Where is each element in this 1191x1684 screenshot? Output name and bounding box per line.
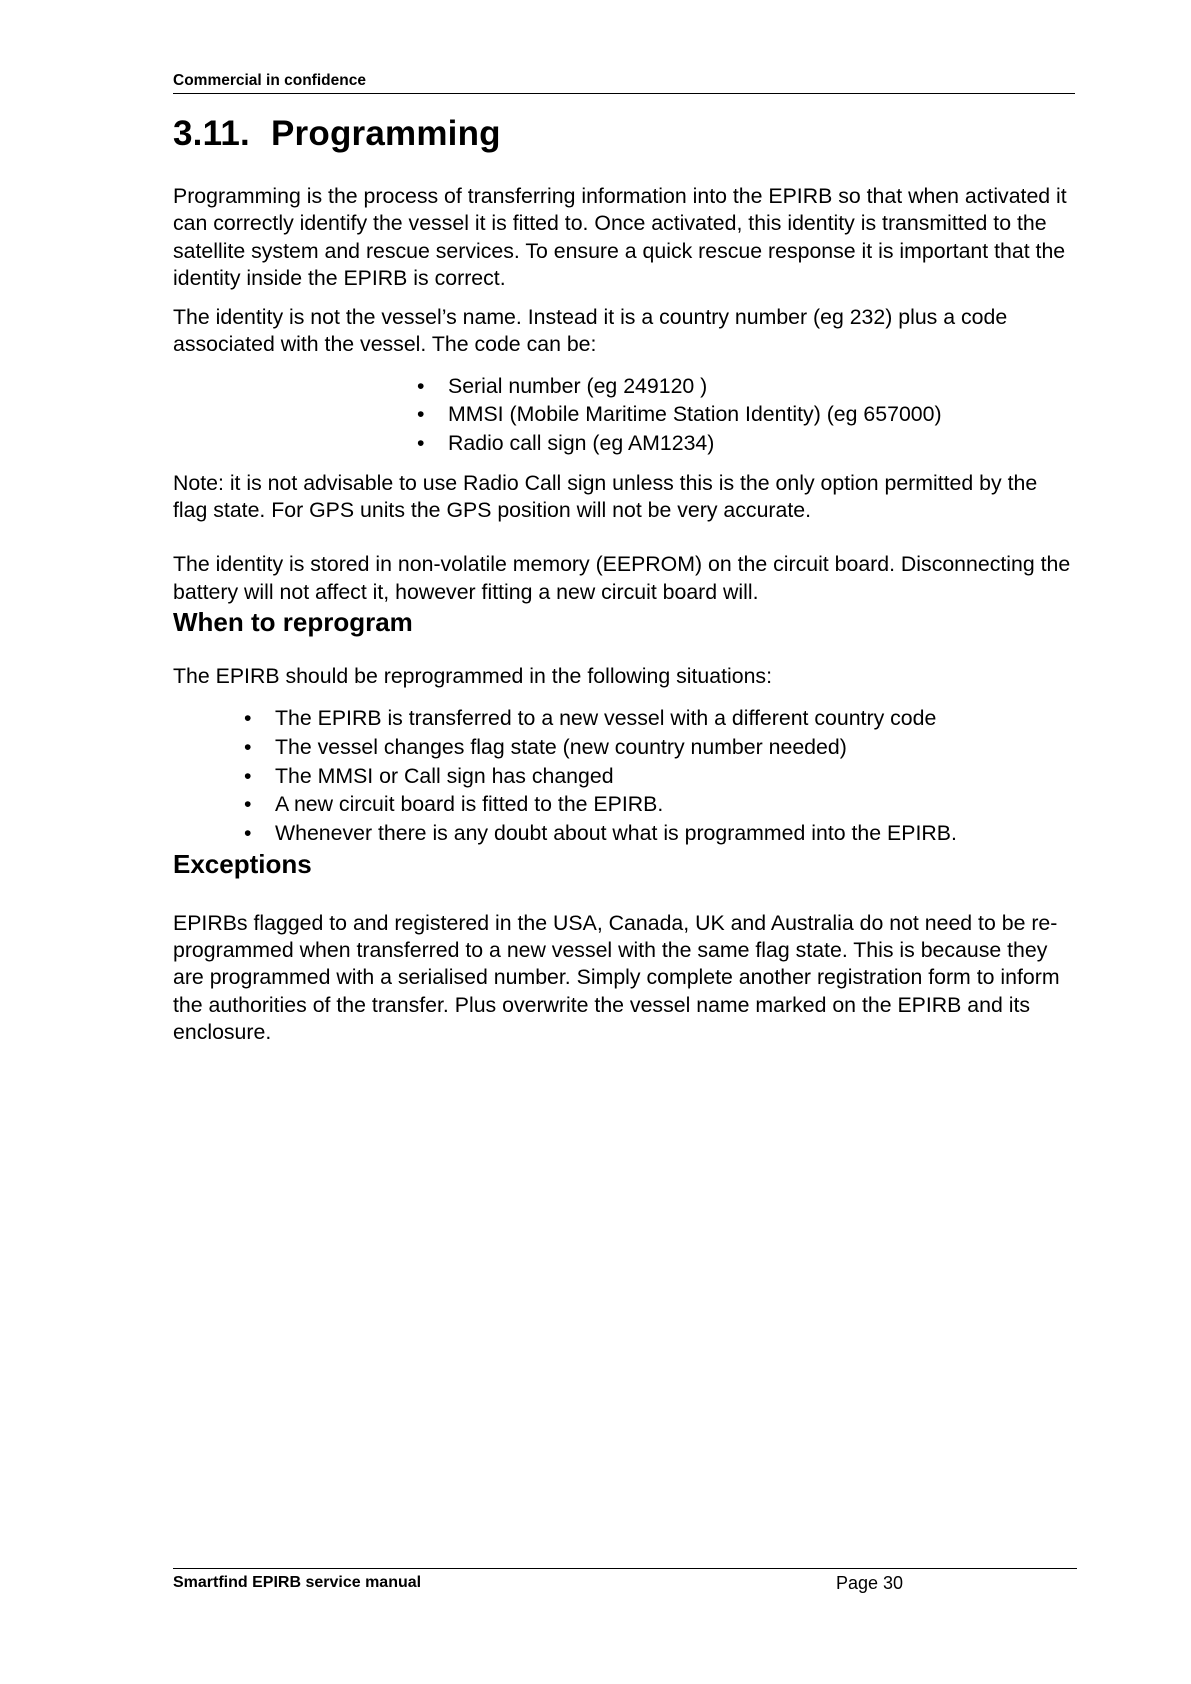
reprogram-heading: When to reprogram [173,607,413,638]
bullet-icon: • [244,792,252,817]
bullet-icon: • [417,373,425,398]
reprogram-situations-list [173,704,1073,848]
header-divider [173,93,1075,94]
exceptions-heading: Exceptions [173,848,312,879]
list-item-text: MMSI (Mobile Maritime Station Identity) (eg 657000) [448,402,942,427]
bullet-icon: • [417,402,425,427]
list-item [417,372,1073,401]
list-item-text: The MMSI or Call sign has changed [275,763,614,788]
bullet-icon: • [417,431,425,456]
footer-manual-title: Smartfind EPIRB service manual [173,1574,422,1591]
note-paragraph: Note: it is not advisable to use Radio Call sign unless this is the only option permitted by the flag state. For GPS units the GPS position will not be very accurate. [173,470,1038,523]
page-header-confidentiality: Commercial in confidence [173,72,366,89]
memory-paragraph: The identity is stored in non-volatile memory (EEPROM) on the circuit board. Disconnecting the battery will not affect it, however fitting a new circuit board will. [173,552,1071,604]
list-item [417,429,1073,458]
code-options-list [173,372,1073,458]
list-item [417,400,1073,429]
list-item-text: Radio call sign (eg AM1234) [448,431,715,456]
bullet-icon: • [244,821,252,846]
list-item-text: The vessel changes flag state (new country number needed) [275,735,847,760]
list-item [244,733,1073,762]
list-item [244,790,1073,819]
list-item-text: The EPIRB is transferred to a new vessel with a different country code [275,706,937,731]
section-title [173,108,1073,160]
list-item [244,819,1073,848]
list-item-text: Serial number (eg 249120 ) [448,373,708,398]
bullet-icon: • [244,706,252,731]
section-number: 3.11. [173,114,250,153]
list-item [244,704,1073,733]
bullet-icon: • [244,735,252,760]
page-content [173,108,1073,1046]
bullet-icon: • [244,763,252,788]
reprogram-intro-paragraph: The EPIRB should be reprogrammed in the following situations: [173,664,772,689]
list-item-text: A new circuit board is fitted to the EPIRB. [275,792,664,817]
identity-paragraph: The identity is not the vessel’s name. Instead it is a country number (eg 232) plus a code associated with the vessel. The code can be: [173,305,1008,357]
exceptions-paragraph: EPIRBs flagged to and registered in the USA, Canada, UK and Australia do not need to be re-programmed when transferred to a new vessel with the same flag state. This is because they are programmed with a serialised number. Simply complete another registration form to inform the authorities of the transfer. Plus overwrite the vessel name marked on the EPIRB and its enclosure. [173,910,1060,1045]
list-item [244,762,1073,791]
section-title-text: Programming [271,114,501,153]
list-item-text: Whenever there is any doubt about what is programmed into the EPIRB. [275,821,957,846]
footer-page-number: Page 30 [836,1573,904,1593]
intro-paragraph: Programming is the process of transferring information into the EPIRB so that when activated it can correctly identify the vessel it is fitted to. Once activated, this identity is transmitted to the satellite system and rescue services. To ensure a quick rescue response it is important that the identity inside the EPIRB is correct. [173,184,1067,290]
footer-divider [173,1568,1077,1569]
